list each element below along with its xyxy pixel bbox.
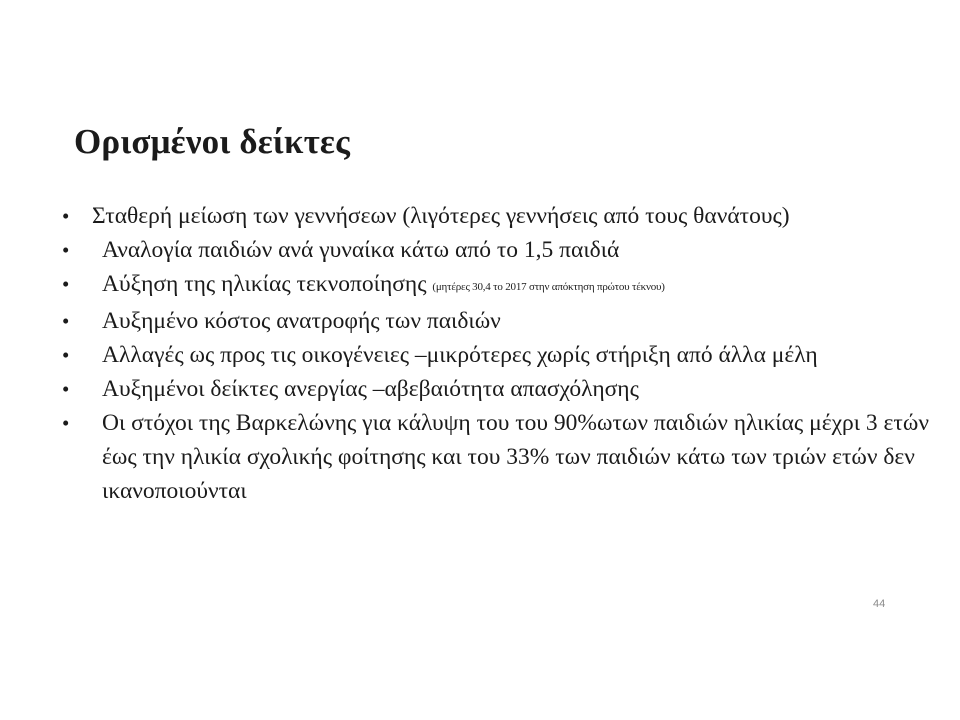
bullet-item	[62, 199, 944, 233]
bullet-note: (μητέρες 30,4 το 2017 στην απόκτηση πρώτου τέκνου)	[432, 281, 665, 293]
bullet-text: Αυξημένοι δείκτες ανεργίας –αβεβαιότητα απασχόλησης	[102, 376, 639, 402]
bullet-text-with-note	[102, 267, 944, 304]
bullet-icon: •	[62, 411, 70, 435]
bullet-text: Οι στόχοι της Βαρκελώνης για κάλυψη του του 90%ωτων παιδιών ηλικίας μέχρι 3 ετών έως την ηλικία σχολικής φοίτησης και του 33% των παιδιών κάτω των τριών ετών δεν ικανοποιούνται	[102, 410, 929, 504]
bullet-item	[62, 338, 944, 372]
bullet-main-text: Αύξηση της ηλικίας τεκνοποίησης	[102, 271, 433, 297]
bullet-icon: •	[62, 238, 70, 262]
bullet-text: Αλλαγές ως προς τις οικογένειες –μικρότερες χωρίς στήριξη από άλλα μέλη	[102, 342, 818, 368]
bullet-icon: •	[62, 343, 70, 367]
bullet-item	[62, 233, 944, 267]
bullet-item	[62, 267, 944, 304]
bullet-icon: •	[62, 309, 70, 333]
bullet-item	[62, 372, 944, 406]
bullet-icon: •	[62, 272, 70, 296]
page-number: 44	[873, 598, 886, 610]
slide-title: Ορισμένοι δείκτες	[74, 122, 351, 161]
bullet-text: Αναλογία παιδιών ανά γυναίκα κάτω από το 1,5 παιδιά	[102, 237, 620, 263]
bullet-icon: •	[62, 204, 70, 228]
bullet-item	[62, 304, 944, 338]
bullet-text: Σταθερή μείωση των γεννήσεων (λιγότερες γεννήσεις από τους θανάτους)	[92, 203, 790, 229]
bullet-icon: •	[62, 377, 70, 401]
bullet-list	[62, 199, 944, 508]
bullet-item	[62, 406, 944, 508]
bullet-text: Αυξημένο κόστος ανατροφής των παιδιών	[102, 308, 501, 334]
